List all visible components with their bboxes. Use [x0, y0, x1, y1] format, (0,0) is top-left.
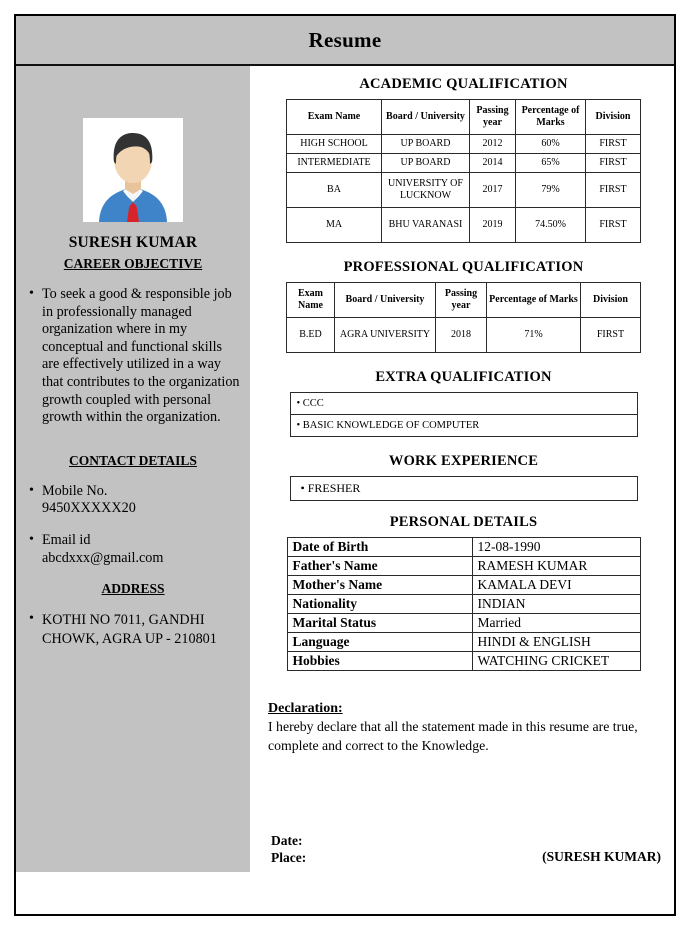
extra-qualification-item: • BASIC KNOWLEDGE OF COMPUTER: [290, 415, 637, 437]
academic-cell: 2019: [470, 208, 516, 243]
contact-label-mobile: Mobile No.: [42, 482, 108, 499]
professional-table: [286, 282, 641, 353]
contact-value-mobile: 9450XXXXX20: [42, 500, 136, 517]
extra-qualification-item: • CCC: [290, 393, 637, 415]
academic-col-4: Division: [586, 100, 641, 135]
table-row: [287, 154, 641, 173]
personal-key: Mother's Name: [287, 576, 472, 595]
personal-key: Hobbies: [287, 652, 472, 671]
professional-col-1: Board / University: [335, 283, 436, 318]
professional-cell: 2018: [436, 318, 487, 353]
professional-cell: FIRST: [581, 318, 641, 353]
address-list: [26, 611, 240, 648]
academic-cell: 2014: [470, 154, 516, 173]
candidate-name: SURESH KUMAR: [68, 234, 198, 251]
career-objective-list: [26, 286, 240, 427]
academic-heading: ACADEMIC QUALIFICATION: [359, 76, 568, 92]
table-row: [287, 173, 641, 208]
academic-cell: 79%: [516, 173, 586, 208]
signature-name: (SURESH KUMAR): [542, 849, 661, 864]
contact-value-email: abcdxxx@gmail.com: [42, 549, 164, 566]
personal-value: RAMESH KUMAR: [472, 557, 640, 576]
extra-qualification-heading: EXTRA QUALIFICATION: [375, 369, 552, 385]
academic-cell: BA: [287, 173, 382, 208]
page-title: Resume: [308, 27, 382, 52]
academic-col-3: Percentage of Marks: [516, 100, 586, 135]
list-item: [290, 477, 637, 501]
personal-key: Marital Status: [287, 614, 472, 633]
professional-col-4: Division: [581, 283, 641, 318]
table-row: [287, 557, 640, 576]
personal-value: INDIAN: [472, 595, 640, 614]
list-item: [290, 415, 637, 437]
personal-value: Married: [472, 614, 640, 633]
table-row: [287, 633, 640, 652]
place-label: Place:: [271, 850, 307, 865]
address-item: [26, 611, 240, 648]
table-row: [287, 652, 640, 671]
declaration-line-1: I hereby declare that all the statement made in this resume are true,: [268, 719, 638, 734]
academic-cell: FIRST: [586, 135, 641, 154]
page-header: [16, 16, 674, 66]
personal-key: Language: [287, 633, 472, 652]
academic-cell: 65%: [516, 154, 586, 173]
contact-details-heading: CONTACT DETAILS: [69, 452, 197, 468]
list-item: [290, 393, 637, 415]
personal-value: HINDI & ENGLISH: [472, 633, 640, 652]
page-body: [16, 66, 674, 914]
career-objective-item: • To seek a good & responsible job in professionally managed organization where in my conceptual and functional skills are effectively utilized in a way that contributes to the organization growth coupled with personal growth within the organization.: [26, 286, 240, 427]
main-column: [250, 66, 674, 914]
academic-cell: UP BOARD: [382, 135, 470, 154]
professional-heading: PROFESSIONAL QUALIFICATION: [343, 259, 584, 275]
contact-item-email: [26, 532, 240, 567]
academic-cell: FIRST: [586, 208, 641, 243]
academic-cell: MA: [287, 208, 382, 243]
declaration-block: [266, 701, 661, 755]
academic-cell: 2017: [470, 173, 516, 208]
work-experience-heading: WORK EXPERIENCE: [388, 453, 539, 469]
personal-value: KAMALA DEVI: [472, 576, 640, 595]
table-row: [287, 614, 640, 633]
avatar: [83, 118, 183, 222]
academic-cell: HIGH SCHOOL: [287, 135, 382, 154]
table-row: [287, 595, 640, 614]
personal-value: WATCHING CRICKET: [472, 652, 640, 671]
academic-cell: 74.50%: [516, 208, 586, 243]
academic-cell: 60%: [516, 135, 586, 154]
table-row: [287, 538, 640, 557]
professional-col-2: Passing year: [436, 283, 487, 318]
personal-value: 12-08-1990: [472, 538, 640, 557]
academic-cell: FIRST: [586, 173, 641, 208]
table-header-row: [287, 100, 641, 135]
sidebar: [16, 66, 250, 872]
contact-list: [26, 483, 240, 567]
work-experience-list: [290, 476, 638, 501]
academic-col-2: Passing year: [470, 100, 516, 135]
professional-col-3: Percentage of Marks: [487, 283, 581, 318]
academic-col-1: Board / University: [382, 100, 470, 135]
table-row: [287, 208, 641, 243]
resume-page: [14, 14, 676, 916]
personal-key: Date of Birth: [287, 538, 472, 557]
career-objective-heading: CAREER OBJECTIVE: [63, 256, 203, 271]
contact-label-email: Email id: [42, 531, 91, 548]
date-place-labels: [266, 832, 306, 866]
academic-col-0: Exam Name: [287, 100, 382, 135]
address-line-2: CHOWK, AGRA UP - 210801: [42, 630, 217, 647]
table-row: [287, 135, 641, 154]
academic-cell: FIRST: [586, 154, 641, 173]
academic-cell: UP BOARD: [382, 154, 470, 173]
table-row: [287, 576, 640, 595]
profile-photo-icon: [83, 118, 183, 222]
address-line-1: KOTHI NO 7011, GANDHI: [42, 612, 205, 629]
academic-cell: UNIVERSITY OF LUCKNOW: [382, 173, 470, 208]
work-experience-item: • FRESHER: [290, 477, 637, 501]
personal-key: Nationality: [287, 595, 472, 614]
contact-item-mobile: [26, 483, 240, 518]
table-header-row: [287, 283, 641, 318]
table-row: [287, 318, 641, 353]
professional-col-0: Exam Name: [287, 283, 335, 318]
extra-qualification-list: [290, 392, 638, 437]
declaration-line-2: complete and correct to the Knowledge.: [268, 738, 489, 753]
date-label: Date:: [271, 833, 303, 848]
signature-block: [266, 832, 661, 866]
personal-key: Father's Name: [287, 557, 472, 576]
personal-details-table: [287, 537, 641, 671]
academic-cell: INTERMEDIATE: [287, 154, 382, 173]
professional-cell: B.ED: [287, 318, 335, 353]
professional-cell: AGRA UNIVERSITY: [335, 318, 436, 353]
declaration-title: Declaration:: [268, 701, 343, 716]
academic-table: [286, 99, 641, 243]
address-heading: ADDRESS: [101, 581, 165, 597]
academic-cell: 2012: [470, 135, 516, 154]
personal-details-heading: PERSONAL DETAILS: [389, 514, 538, 530]
professional-cell: 71%: [487, 318, 581, 353]
academic-cell: BHU VARANASI: [382, 208, 470, 243]
